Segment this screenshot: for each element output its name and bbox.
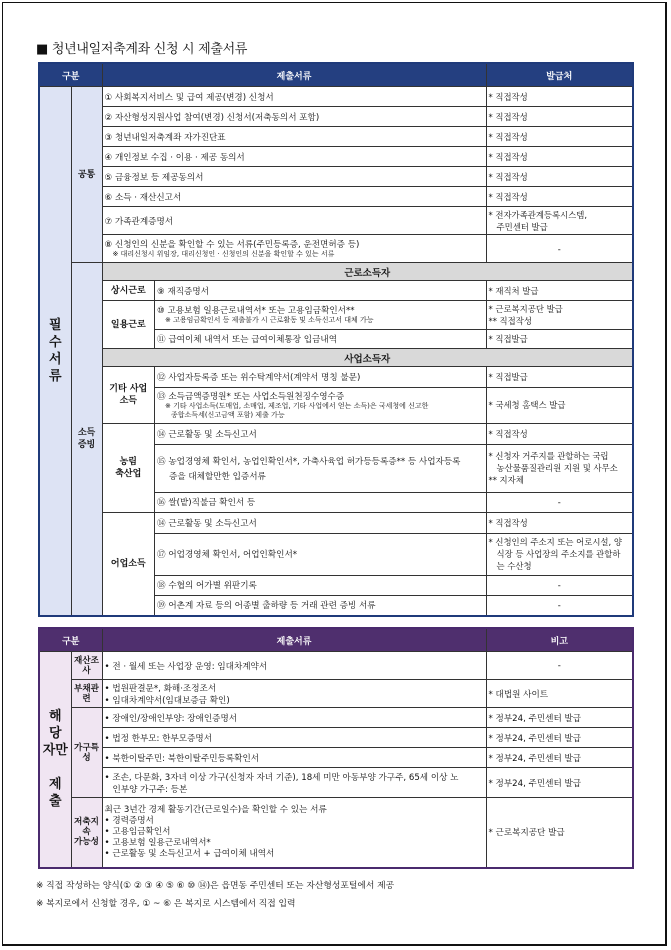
doc-cell: ④ 개인정보 수집 · 이용 · 제공 동의서: [102, 147, 486, 167]
table-row: [39, 513, 633, 617]
issuer-cell: * 직접작성: [486, 513, 632, 533]
table-row: [39, 424, 633, 513]
farming-row: [102, 424, 633, 513]
label-other-business: 기타 사업 소득: [103, 367, 155, 423]
table-row: [39, 281, 633, 301]
doc-cell: [102, 235, 486, 263]
subcategory-common: 공통: [71, 87, 102, 263]
doc-cell: • 장애인/장애인부양: 장애인증명서: [102, 708, 486, 728]
doc-subnote: ※ 기타 사업소득(도매업, 소매업, 제조업, 기타 사업에서 얻는 소득)은 국세청에 신고한: [165, 402, 429, 411]
doc-cell: [102, 680, 486, 708]
doc-cell: [102, 768, 486, 798]
issuer-cell: * 직접작성: [486, 107, 633, 127]
doc-line: 최근 3년간 경제 활동기간(근로일수)을 확인할 수 있는 서류: [104, 804, 327, 815]
table-row: [39, 798, 633, 868]
doc-cell: • 전 · 월세 또는 사업장 운영: 임대차계약서: [102, 652, 486, 680]
issuer-line: * 신청인의 주소지 또는 어로시설, 양: [488, 537, 622, 547]
issuer-cell: * 직접작성: [486, 167, 633, 187]
label-fishery: 어업소득: [103, 513, 155, 615]
band-earned-income: 근로소득자: [102, 263, 633, 281]
doc-line: • 고용보험 일용근로내역서*: [104, 837, 211, 848]
label-regular-work: 상시근로: [103, 281, 155, 300]
doc-cell: ⑯ 쌀(밭)직불금 확인서 등: [155, 492, 487, 512]
table-row: [39, 748, 633, 768]
doc-line: ⑩ 고용보험 일용근로내역서* 또는 고용임금확인서**: [157, 306, 355, 317]
doc-subnote: ※ 고용임금확인서 등 제출불가 시 근로활동 및 소득신고서 대체 가능: [165, 316, 374, 325]
issuer-cell: * 직접발급: [488, 333, 528, 344]
subcategory-income-proof: 소득 증빙: [71, 263, 102, 617]
issuer-cell: * 재직처 발급: [488, 285, 539, 296]
header-documents: 제출서류: [102, 628, 486, 652]
category-conditional: 해 당 자만 제 출: [39, 652, 71, 868]
issuer-cell: [486, 444, 632, 492]
doc-line: 증을 대체할만한 입증서류: [169, 471, 266, 482]
label-household: 가구특 성: [71, 708, 102, 798]
issuer-cell: * 직접작성: [486, 147, 633, 167]
doc-cell: ③ 청년내일저축계좌 자가진단표: [102, 127, 486, 147]
doc-line: • 조손, 다문화, 3자녀 이상 가구(신청자 자녀 기준), 18세 미만 아동부양 가구주, 65세 이상 노: [104, 772, 459, 783]
doc-line: ⑧ 신청인의 신분을 확인할 수 있는 서류(주민등록증, 운전면허증 등): [104, 240, 360, 250]
table-row: [39, 652, 633, 680]
note-cell: * 정부24, 주민센터 발급: [486, 728, 633, 748]
doc-cell: ⑤ 금융정보 등 제공동의서: [102, 167, 486, 187]
issuer-cell: [486, 301, 632, 329]
label-property: 재산조 사: [71, 652, 102, 680]
issuer-cell: * 직접작성: [486, 127, 633, 147]
doc-cell: ⑦ 가족관계증명서: [102, 207, 486, 235]
table-row: [39, 167, 633, 187]
issuer-cell: * 직접작성: [486, 187, 633, 207]
issuer-line: ** 직접작성: [488, 315, 532, 326]
doc-cell: ⑱ 수협의 어가별 위판기록: [155, 575, 487, 595]
doc-cell: • 법정 한부모: 한부모증명서: [102, 728, 486, 748]
issuer-cell: * 국세청 홈택스 발급: [488, 400, 566, 411]
issuer-cell: [486, 533, 632, 575]
issuer-line: 는 수산청: [496, 561, 532, 571]
note-cell: * 대법원 사이트: [486, 680, 633, 708]
issuer-line: * 신청자 거주지를 관할하는 국립: [488, 451, 609, 461]
doc-line: • 근로활동 및 소득신고서 + 급여이체 내역서: [104, 848, 275, 859]
issuer-line: * 전자가족관계등록시스템,: [488, 209, 588, 220]
regular-work-row: [102, 281, 633, 301]
issuer-line: 농산물품질관리원 지원 및 사무소: [496, 463, 618, 473]
doc-cell: [155, 444, 487, 492]
table-row: [39, 768, 633, 798]
header-issuer: 발급처: [486, 63, 633, 87]
table-row: [39, 263, 633, 281]
other-business-row: [102, 367, 633, 424]
note-cell: * 정부24, 주민센터 발급: [486, 748, 633, 768]
table-header: [39, 628, 633, 652]
doc-line: • 법원판결문*, 화해·조정조서: [104, 683, 217, 694]
table-row: [39, 235, 633, 263]
header-category: 구분: [39, 628, 102, 652]
doc-line: • 경력증명서: [104, 815, 154, 826]
issuer-cell: -: [486, 575, 632, 595]
label-savings-continuity: 저축지 속 가능성: [71, 798, 102, 868]
footnote: ※ 직접 작성하는 양식(① ② ③ ④ ⑤ ⑥ ⑩ ⑭)은 읍면동 주민센터 또는 자산형성포털에서 제공: [36, 881, 395, 891]
band-business-income: 사업소득자: [102, 349, 633, 367]
issuer-cell: * 직접발급: [486, 367, 632, 387]
note-cell: * 정부24, 주민센터 발급: [486, 708, 633, 728]
doc-cell: ⑨ 재직증명서: [155, 281, 487, 300]
issuer-line: * 근로복지공단 발급: [488, 303, 563, 314]
doc-subnote: 종합소득세(신고금액 포함) 제출 가능: [171, 411, 285, 420]
header-category: 구분: [39, 63, 102, 87]
table-row: [39, 708, 633, 728]
doc-line: 인부양 가구주: 등본: [112, 784, 188, 795]
table-row: [39, 87, 633, 107]
doc-line: ⑬ 소득금액증명원* 또는 사업소득원천징수영수증: [157, 392, 345, 403]
issuer-cell: -: [557, 600, 561, 611]
table-row: [39, 187, 633, 207]
label-farming: 농림 축산업: [103, 424, 155, 512]
table-header: [39, 63, 633, 87]
doc-subnote: ※ 대리신청시 위임장, 대리신청인 · 신청인의 신분을 확인할 수 있는 서류: [112, 250, 335, 258]
issuer-cell: * 직접작성: [486, 87, 633, 107]
table-row: [39, 147, 633, 167]
issuer-line: ** 지자체: [488, 475, 524, 485]
issuer-line: 식장 등 사업장의 주소지를 관할하: [496, 549, 621, 559]
issuer-cell: * 직접작성: [486, 424, 632, 444]
issuer-cell: -: [486, 235, 633, 263]
doc-cell: ⑭ 근로활동 및 소득신고서: [155, 513, 487, 533]
table-row: [39, 107, 633, 127]
doc-cell: ② 자산형성지원사업 참여(변경) 신청서(저축동의서 포함): [102, 107, 486, 127]
doc-line: ⑮ 농업경영체 확인서, 농업인확인서*, 가축사육업 허가등등록증** 등 사업자등록: [157, 456, 461, 467]
doc-cell: ⑲ 어촌계 자료 등의 어종별 출하량 등 거래 관련 증빙 서류: [155, 595, 487, 615]
doc-line: • 고용임금확인서: [104, 826, 171, 837]
table-row: [39, 728, 633, 748]
doc-line: • 임대차계약서(임대보증금 확인): [104, 695, 230, 706]
fishery-row: [102, 513, 633, 617]
note-cell: -: [486, 652, 633, 680]
note-cell: * 정부24, 주민센터 발급: [486, 768, 633, 798]
label-daily-work: 일용근로: [103, 301, 155, 348]
doc-cell: [155, 387, 487, 423]
category-required: 필 수 서 류: [39, 87, 71, 617]
table-row: [39, 301, 633, 349]
label-debt: 부채관 련: [71, 680, 102, 708]
page-title: ■ 청년내일저축계좌 신청 시 제출서류: [36, 42, 248, 57]
table-row: [39, 207, 633, 235]
note-cell: * 근로복지공단 발급: [486, 798, 633, 868]
table-row: [39, 367, 633, 424]
doc-cell: • 북한이탈주민: 북한이탈주민등록확인서: [102, 748, 486, 768]
issuer-cell: -: [557, 497, 561, 508]
daily-work-row: [102, 301, 633, 349]
required-documents-table: [38, 62, 634, 617]
doc-cell: ⑭ 근로활동 및 소득신고서: [155, 424, 487, 444]
header-note: 비고: [486, 628, 633, 652]
doc-cell: ⑫ 사업자등록증 또는 위수탁계약서(계약서 명칭 불문): [155, 367, 487, 387]
doc-cell: [102, 798, 486, 868]
footnote: ※ 복지로에서 신청할 경우, ① ~ ⑥ 은 복지로 시스템에서 직접 입력: [36, 899, 296, 909]
issuer-line: 주민센터 발급: [496, 221, 548, 232]
table-row: [39, 349, 633, 367]
table-row: [39, 680, 633, 708]
header-documents: 제출서류: [102, 63, 486, 87]
conditional-documents-table: [38, 627, 634, 869]
doc-cell: ① 사회복지서비스 및 급여 제공(변경) 신청서: [102, 87, 486, 107]
doc-cell: ⑥ 소득 · 재산신고서: [102, 187, 486, 207]
table-row: [39, 127, 633, 147]
doc-cell: ⑪ 급여이체 내역서 또는 급여이체통장 입금내역: [155, 329, 487, 348]
doc-cell: ⑰ 어업경영체 확인서, 어업인확인서*: [155, 533, 487, 575]
issuer-cell: [486, 207, 633, 235]
doc-cell: [155, 301, 487, 329]
